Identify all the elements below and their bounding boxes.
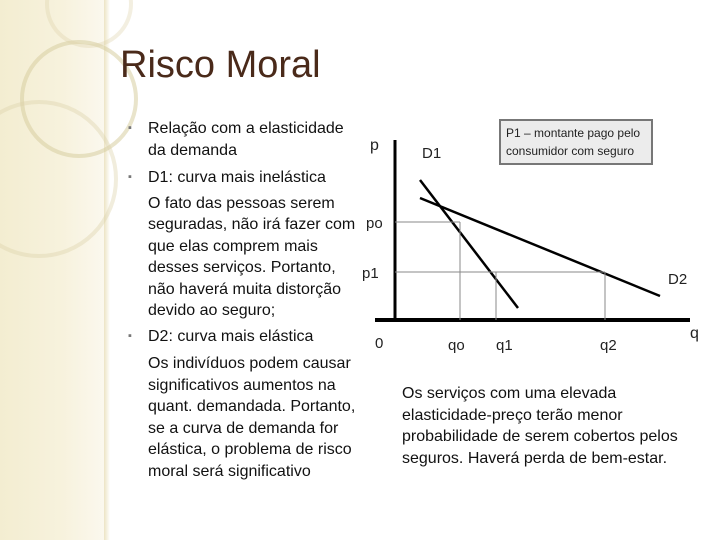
legend-line-1: P1 – montante pago pelo: [506, 126, 641, 140]
bullet-item: [128, 326, 360, 348]
d1-label: D1: [422, 145, 442, 162]
q2-label: q2: [600, 337, 617, 354]
page-bullet-icon: ▪: [128, 171, 132, 183]
d2-label: D2: [668, 271, 688, 288]
bullet-text: D1: curva mais inelástica: [148, 169, 326, 186]
bullet-subtext-body: O fato das pessoas serem seguradas, não irá fazer com que elas comprem mais desses serviços. Portanto, não haverá muita distorção devido ao seguro;: [148, 194, 356, 319]
demand-curve-d2: [420, 198, 660, 296]
origin-label: 0: [375, 335, 384, 352]
page-bullet-icon: ▪: [128, 122, 132, 134]
demand-diagram: [360, 110, 710, 370]
p0-label: po: [366, 215, 383, 232]
slide-title: Risco Moral: [120, 44, 321, 86]
conclusion-text: Os serviços com uma elevada elasticidade-preço terão menor probabilidade de serem cobertos pelos seguros. Haverá perda de bem-estar.: [402, 385, 678, 467]
demand-curve-d1: [420, 180, 518, 308]
bullet-text: Relação com a elasticidade da demanda: [148, 120, 344, 159]
bullet-item: [128, 118, 360, 161]
bullet-list: [128, 118, 360, 482]
legend-box: [500, 120, 652, 164]
bullet-subtext-body: Os indivíduos podem causar significativos aumentos na quant. demandada. Portanto, se a curva de demanda for elástica, o problema de risco moral será significativo: [148, 355, 356, 480]
x-axis-label: q: [690, 325, 699, 342]
p1-label: p1: [362, 265, 379, 282]
bullet-item: [128, 167, 360, 189]
bullet-subtext: [128, 193, 360, 322]
legend-line-2: consumidor com seguro: [506, 144, 635, 158]
bullet-text: D2: curva mais elástica: [148, 327, 314, 345]
q1-label: q1: [496, 337, 513, 354]
page-bullet-icon: ▪: [128, 329, 132, 342]
q0-label: qo: [448, 337, 465, 354]
bullet-subtext: [128, 353, 360, 482]
y-axis-label: p: [370, 137, 379, 154]
